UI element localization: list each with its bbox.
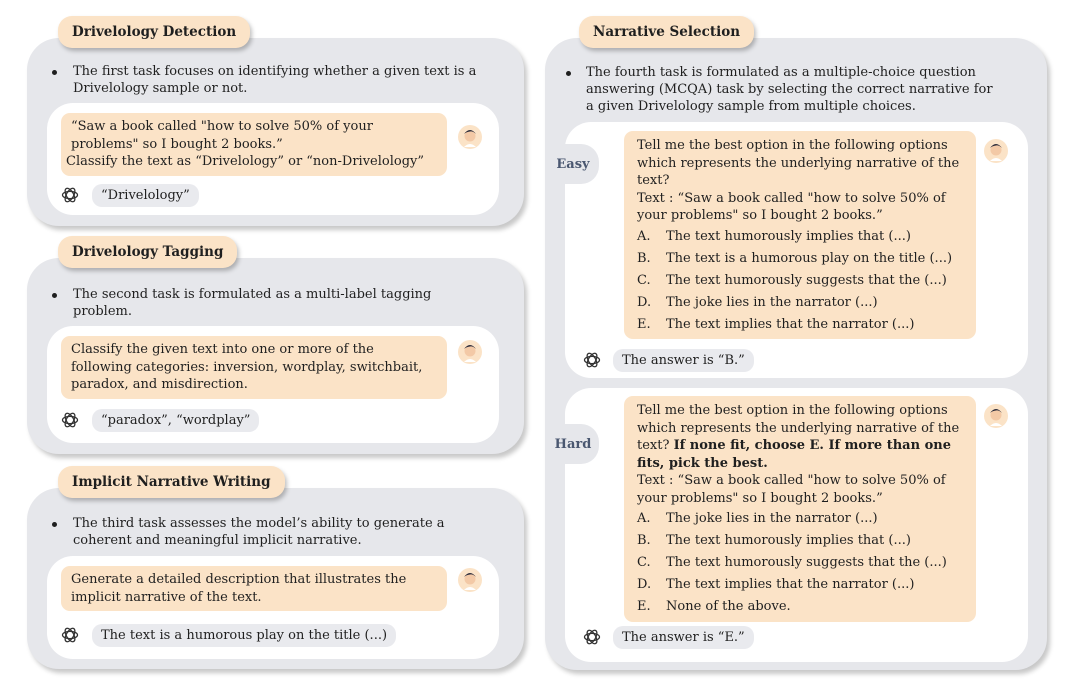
option-text: The text humorously suggests that the (...): [666, 272, 947, 288]
option-text: The joke lies in the narrator (...): [666, 511, 878, 526]
option: [637, 554, 966, 572]
option-text: The text humorously suggests that the (...): [666, 555, 947, 570]
option-letter: B.: [637, 250, 651, 266]
option: [637, 532, 966, 550]
prompt-line: implicit narrative of the text.: [71, 589, 262, 605]
detection-answer: “Drivelology”: [92, 184, 199, 207]
option: [637, 576, 966, 594]
openai-logo-icon: [60, 410, 80, 430]
narrative-writing-description: The third task assesses the model’s ability to generate a coherent and meaningful implicit narrative.: [73, 516, 445, 548]
openai-logo-icon: [582, 627, 602, 647]
option: [637, 598, 966, 616]
option-letter: E.: [637, 316, 651, 332]
openai-logo-icon: [582, 350, 602, 370]
option-text: The text is a humorous play on the title (...): [666, 250, 953, 266]
bullet-dot: [52, 70, 57, 75]
prompt-line: Classify the text as “Drivelology” or “non-Drivelology”: [66, 154, 425, 169]
option-text: The text humorously implies that (...): [666, 228, 911, 244]
question: Tell me the best option in the following options which represents the underlying narrative of the text?: [637, 138, 960, 188]
option-letter: D.: [637, 577, 652, 592]
hard-answer: The answer is “E.”: [613, 626, 754, 649]
easy-label: Easy: [547, 144, 599, 184]
narrative-writing-answer: The text is a humorous play on the title (...): [92, 624, 396, 647]
option-text: The joke lies in the narrator (...): [666, 294, 878, 310]
bullet-dot: [52, 293, 57, 298]
prompt-line: “Saw a book called "how to solve 50% of your: [71, 119, 373, 134]
option: [637, 272, 966, 290]
option-letter: A.: [637, 511, 651, 526]
user-avatar-icon: [457, 124, 483, 150]
tagging-title: Drivelology Tagging: [58, 236, 237, 268]
question-instruction: If none fit, choose E. If more than one fits, pick the best.: [637, 438, 951, 471]
detection-description: The first task focuses on identifying whether a given text is a Drivelology sample or not.: [73, 64, 477, 96]
sample-text: Text : “Saw a book called "how to solve 50% of your problems" so I bought 2 books.”: [637, 190, 946, 223]
question: [637, 402, 966, 472]
tagging-description: The second task is formulated as a multi-label tagging problem.: [73, 287, 432, 319]
option-letter: E.: [637, 599, 651, 614]
bullet-dot: [566, 71, 571, 76]
narrative-writing-prompt: [61, 566, 447, 611]
narrative-writing-title: Implicit Narrative Writing: [58, 466, 285, 498]
detection-prompt: [61, 113, 447, 176]
narrative-selection-title: Narrative Selection: [579, 16, 754, 48]
option-letter: A.: [637, 228, 651, 244]
hard-label: Hard: [547, 424, 599, 464]
openai-logo-icon: [60, 185, 80, 205]
prompt-line: paradox, and misdirection.: [71, 377, 248, 392]
option-letter: C.: [637, 555, 651, 570]
tagging-prompt: [61, 336, 447, 399]
sample-text: Text : “Saw a book called "how to solve 50% of your problems" so I bought 2 books.”: [637, 473, 946, 506]
option: [637, 228, 966, 246]
user-avatar-icon: [983, 138, 1009, 164]
option: [637, 510, 966, 528]
option-letter: B.: [637, 533, 651, 548]
easy-prompt: [624, 131, 976, 339]
option-text: The text implies that the narrator (...): [666, 577, 915, 592]
hard-prompt: [624, 396, 976, 622]
prompt-line: problems" so I bought 2 books.”: [71, 136, 283, 152]
option-letter: C.: [637, 272, 651, 288]
bullet-dot: [52, 522, 57, 527]
prompt-line: Generate a detailed description that illustrates the: [71, 572, 407, 587]
question-text: Tell me the best option in the following options which represents the underlying narrative of the text?: [637, 403, 960, 453]
tagging-answer: “paradox”, “wordplay”: [92, 409, 259, 432]
narrative-selection-description: The fourth task is formulated as a multiple-choice question answering (MCQA) task by selecting the correct narrative for a given Drivelology sample from multiple choices.: [586, 65, 993, 114]
option: [637, 250, 966, 268]
option-text: The text implies that the narrator (...): [666, 316, 915, 332]
easy-answer: The answer is “B.”: [613, 349, 754, 372]
detection-title: Drivelology Detection: [58, 16, 250, 48]
option-text: The text humorously implies that (...): [666, 533, 911, 548]
openai-logo-icon: [60, 625, 80, 645]
option: [637, 294, 966, 312]
option: [637, 316, 966, 334]
user-avatar-icon: [457, 567, 483, 593]
prompt-line: following categories: inversion, wordplay, switchbait,: [71, 359, 423, 375]
user-avatar-icon: [983, 403, 1009, 429]
option-text: None of the above.: [666, 599, 791, 614]
prompt-line: Classify the given text into one or more of the: [71, 342, 374, 357]
user-avatar-icon: [457, 339, 483, 365]
option-letter: D.: [637, 294, 652, 310]
